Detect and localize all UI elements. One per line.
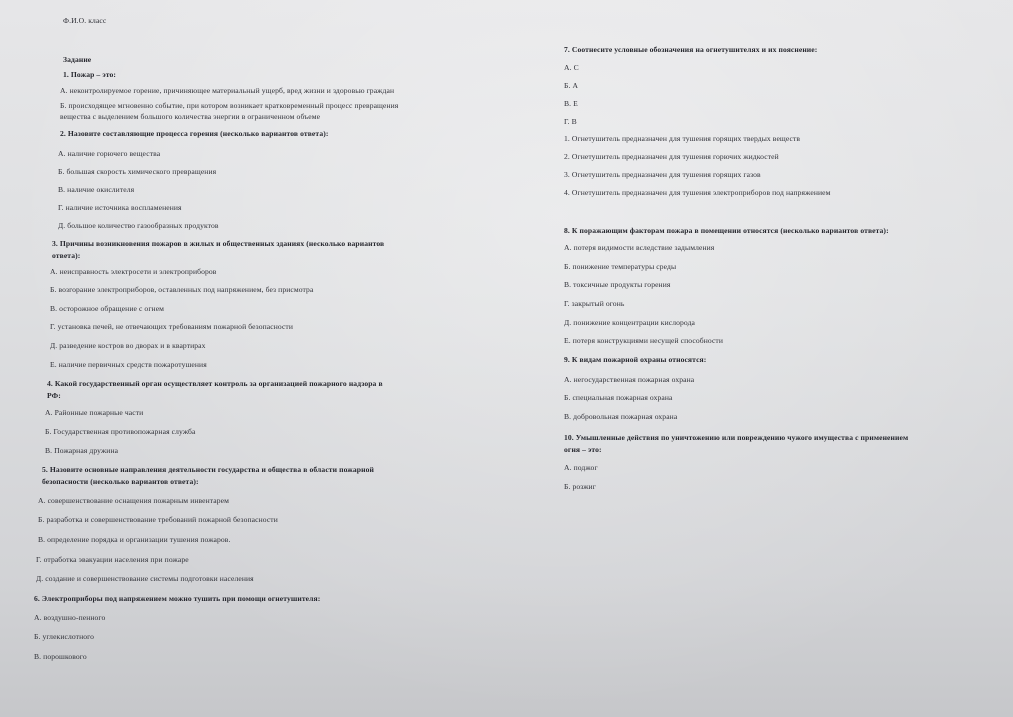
answer-8-v: В. токсичные продукты горения xyxy=(564,280,671,289)
name-class-line: Ф.И.О. класс xyxy=(63,16,107,25)
question-2: 2. Назовите составляющие процесса горения (несколько вариантов ответа): xyxy=(60,129,329,138)
question-4-line1: 4. Какой государственный орган осуществляет контроль за организацией пожарного надзора в xyxy=(47,379,383,388)
explanation-7-4: 4. Огнетушитель предназначен для тушения электроприборов под напряжением xyxy=(564,188,831,197)
answer-1-b-line1: Б. происходящее мгновенно событие, при котором возникает кратковременный процесс превращения xyxy=(60,101,399,110)
answer-4-v: В. Пожарная дружина xyxy=(45,446,119,455)
answer-9-a: А. негосударственная пожарная охрана xyxy=(564,375,695,384)
question-1: 1. Пожар – это: xyxy=(63,70,116,79)
answer-8-d: Д. понижение концентрации кислорода xyxy=(564,318,696,327)
question-3-line1: 3. Причины возникновения пожаров в жилых и общественных зданиях (несколько вариантов xyxy=(52,239,385,248)
answer-7-v: В. Е xyxy=(564,99,578,108)
question-4-line2: РФ: xyxy=(47,391,61,400)
answer-5-d: Д. создание и совершенствование системы подготовки населения xyxy=(36,574,254,583)
answer-1-b-line2: вещества с выделением большого количества энергии в ограниченном объеме xyxy=(60,112,321,121)
answer-3-b: Б. возгорание электроприборов, оставленных под напряжением, без присмотра xyxy=(50,285,314,294)
answer-4-b: Б. Государственная противопожарная служба xyxy=(45,427,196,436)
answer-4-a: А. Районные пожарные части xyxy=(45,408,144,417)
answer-5-a: А. совершенствование оснащения пожарным инвентарем xyxy=(38,496,230,505)
answer-1-a: А. неконтролируемое горение, причиняющее материальный ущерб, вред жизни и здоровью граждан xyxy=(60,86,395,95)
answer-6-v: В. порошкового xyxy=(34,652,87,661)
answer-10-a: А. поджог xyxy=(564,463,598,472)
answer-3-a: А. неисправность электросети и электроприборов xyxy=(50,267,217,276)
answer-8-e: Е. потеря конструкциями несущей способности xyxy=(564,336,724,345)
answer-7-g: Г. В xyxy=(564,117,577,126)
question-7: 7. Соотнесите условные обозначения на огнетушителях и их пояснение: xyxy=(564,45,818,54)
question-10-line1: 10. Умышленные действия по уничтожению или повреждению чужого имущества с применением xyxy=(564,433,909,442)
question-5-line2: безопасности (несколько вариантов ответа): xyxy=(42,477,199,486)
answer-2-v: В. наличие окислителя xyxy=(58,185,135,194)
question-10-line2: огня – это: xyxy=(564,445,602,454)
answer-5-g: Г. отработка эвакуации населения при пожаре xyxy=(36,555,189,564)
question-8: 8. К поражающим факторам пожара в помещении относятся (несколько вариантов ответа): xyxy=(564,226,889,235)
answer-2-b: Б. большая скорость химического превращения xyxy=(58,167,217,176)
answer-2-d: Д. большое количество газообразных продуктов xyxy=(58,221,219,230)
answer-2-g: Г. наличие источника воспламенения xyxy=(58,203,182,212)
question-9: 9. К видам пожарной охраны относятся: xyxy=(564,355,707,364)
answer-3-v: В. осторожное обращение с огнем xyxy=(50,304,165,313)
answer-8-b: Б. понижение температуры среды xyxy=(564,262,677,271)
answer-9-v: В. добровольная пожарная охрана xyxy=(564,412,678,421)
explanation-7-2: 2. Огнетушитель предназначен для тушения горючих жидкостей xyxy=(564,152,779,161)
answer-10-b: Б. розжиг xyxy=(564,482,596,491)
answer-9-b: Б. специальная пожарная охрана xyxy=(564,393,673,402)
answer-3-d: Д. разведение костров во дворах и в квартирах xyxy=(50,341,206,350)
answer-7-b: Б. А xyxy=(564,81,579,90)
answer-8-a: А. потеря видимости вследствие задымления xyxy=(564,243,715,252)
answer-6-a: А. воздушно-пенного xyxy=(34,613,106,622)
explanation-7-1: 1. Огнетушитель предназначен для тушения горящих твердых веществ xyxy=(564,134,801,143)
answer-5-b: Б. разработка и совершенствование требований пожарной безопасности xyxy=(38,515,278,524)
question-6: 6. Электроприборы под напряжением можно тушить при помощи огнетушителя: xyxy=(34,594,321,603)
explanation-7-3: 3. Огнетушитель предназначен для тушения горящих газов xyxy=(564,170,761,179)
answer-8-g: Г. закрытый огонь xyxy=(564,299,625,308)
question-5-line1: 5. Назовите основные направления деятельности государства и общества в области пожарной xyxy=(42,465,374,474)
question-3-line2: ответа): xyxy=(52,251,81,260)
answer-6-b: Б. углекислотного xyxy=(34,632,95,641)
task-title: Задание xyxy=(63,55,92,64)
answer-5-v: В. определение порядка и организации тушения пожаров. xyxy=(38,535,231,544)
answer-7-a: А. С xyxy=(564,63,579,72)
answer-3-g: Г. установка печей, не отвечающих требованиям пожарной безопасности xyxy=(50,322,294,331)
answer-3-e: Е. наличие первичных средств пожаротушения xyxy=(50,360,207,369)
answer-2-a: А. наличие горючего вещества xyxy=(58,149,161,158)
